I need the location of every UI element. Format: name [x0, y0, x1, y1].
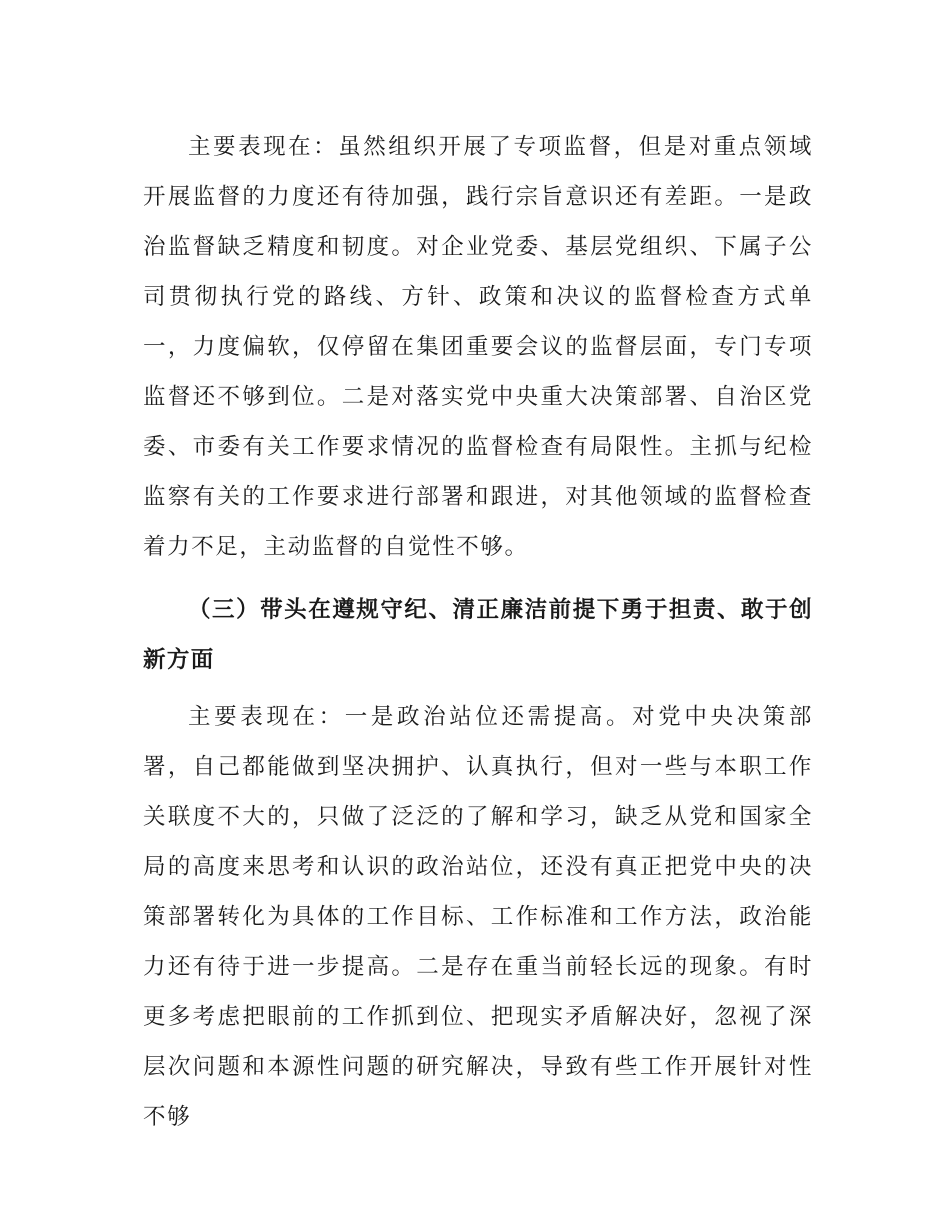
document-body	[143, 122, 813, 1142]
paragraph-political-standing: 主要表现在：一是政治站位还需提高。对党中央决策部署，自己都能做到坚决拥护、认真执行，但对一些与本职工作关联度不大的，只做了泛泛的了解和学习，缺乏从党和国家全局的高度来思考和认识的政治站位，还没有真正把党中央的决策部署转化为具体的工作目标、工作标准和工作方法，政治能力还有待于进一步提高。二是存在重当前轻长远的现象。有时更多考虑把眼前的工作抓到位、把现实矛盾解决好，忽视了深层次问题和本源性问题的研究解决，导致有些工作开展针对性不够	[143, 704, 813, 1130]
paragraph-supervision: 主要表现在：虽然组织开展了专项监督，但是对重点领域开展监督的力度还有待加强，践行宗旨意识还有差距。一是政治监督缺乏精度和韧度。对企业党委、基层党组织、下属子公司贯彻执行党的路线、方针、政策和决议的监督检查方式单一，力度偏软，仅停留在集团重要会议的监督层面，专门专项监督还不够到位。二是对落实党中央重大决策部署、自治区党委、市委有关工作要求情况的监督检查有局限性。主抓与纪检监察有关的工作要求进行部署和跟进，对其他领域的监督检查着力不足，主动监督的自觉性不够。	[143, 134, 813, 560]
section-heading-3: （三）带头在遵规守纪、清正廉洁前提下勇于担责、敢于创新方面	[143, 597, 813, 673]
